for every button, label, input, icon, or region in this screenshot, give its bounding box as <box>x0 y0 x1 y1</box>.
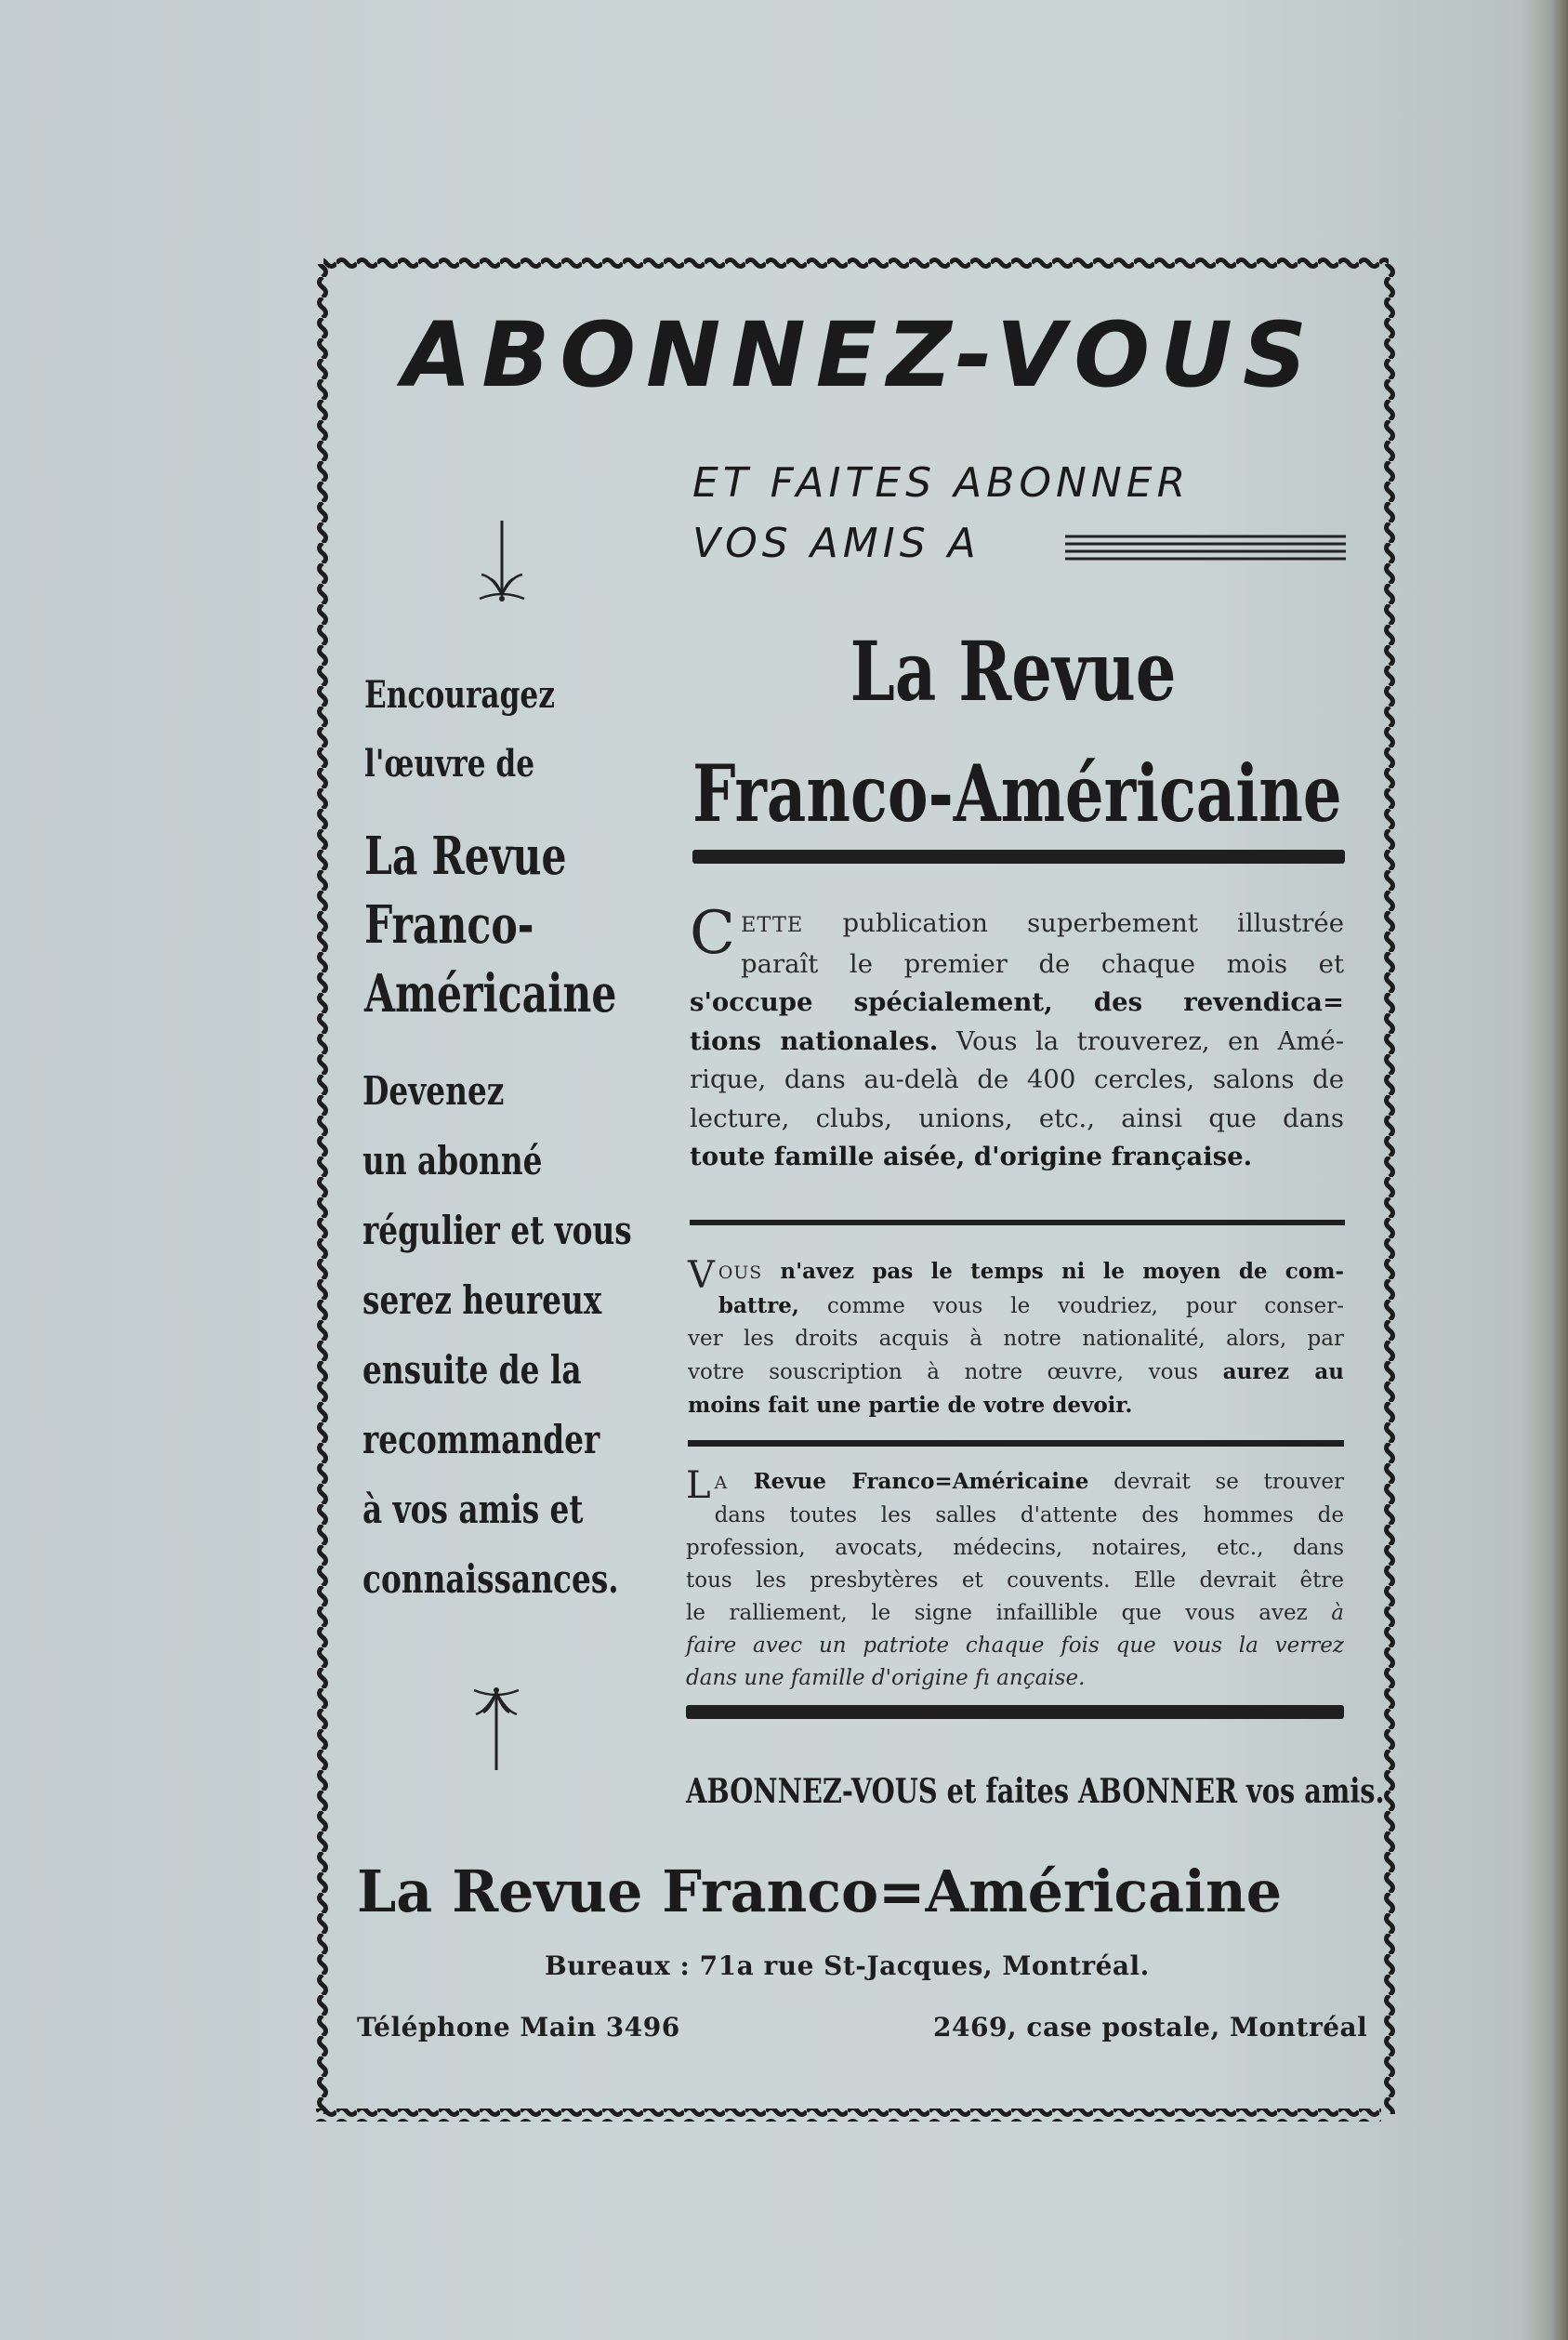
left-body-line: à vos amis et <box>362 1487 584 1532</box>
paragraph-1 <box>690 899 1344 1177</box>
left-title-line1: La Revue <box>364 826 567 887</box>
p3-text: dans une famille d'origine fı ançaise. <box>686 1666 1086 1690</box>
title-rule <box>692 850 1345 864</box>
p1-text: lecture, clubs, unions, etc., ainsi que dans <box>690 1103 1344 1133</box>
p3-text: Revue Franco=Américaine <box>728 1469 1089 1494</box>
p3-text: A <box>714 1473 729 1493</box>
p1-text: paraît le premier de chaque mois et <box>740 948 1344 979</box>
p3-text: faire avec un patriote chaque fois que vous la verrez <box>686 1633 1344 1658</box>
p1-text: tions nationales. <box>690 1025 939 1056</box>
p2-text: votre souscription à notre œuvre, vous <box>688 1360 1223 1384</box>
subhead-line1: ET FAITES ABONNER <box>692 459 1191 507</box>
paragraph-3 <box>686 1465 1344 1695</box>
dropcap-l: L <box>686 1464 711 1507</box>
main-title-line2: Franco-Américaine <box>692 747 1342 839</box>
footer-brand: La Revue Franco=Américaine <box>357 1857 1282 1925</box>
left-body-line: serez heureux <box>362 1277 602 1323</box>
upward-fleuron-icon <box>476 521 528 614</box>
p2-text: moins fait une partie de votre devoir. <box>688 1393 1133 1418</box>
p1-text: ETTE <box>740 913 804 937</box>
main-title-line1: La Revue <box>850 623 1177 720</box>
p3-text: dans toutes les salles d'attente des hommes de <box>714 1503 1344 1527</box>
section-rule <box>686 1705 1344 1719</box>
p2-text: comme vous le voudriez, pour conser- <box>798 1294 1344 1318</box>
left-title-line3: Américaine <box>364 963 617 1025</box>
p3-text: à <box>1331 1601 1344 1625</box>
headline: ABONNEZ-VOUS <box>402 303 1318 407</box>
section-rule <box>690 1220 1345 1225</box>
downward-fleuron-icon <box>470 1677 522 1770</box>
footer-address: Bureaux : 71a rue St-Jacques, Montréal. <box>545 1950 1150 1981</box>
p3-text: profession, avocats, médecins, notaires, etc., dans <box>686 1536 1344 1560</box>
p1-text: s'occupe spécialement, des revendica= <box>690 987 1344 1017</box>
p3-text: le ralliement, le signe infaillible que vous avez <box>686 1601 1332 1625</box>
paragraph-2 <box>688 1255 1344 1422</box>
p2-text: OUS <box>718 1263 763 1283</box>
p2-text: battre, <box>718 1293 799 1318</box>
left-title-line2: Franco- <box>364 894 534 956</box>
left-intro-line2: l'œuvre de <box>364 742 535 786</box>
section-rule <box>688 1440 1344 1447</box>
call-to-action: ABONNEZ-VOUS et faites ABONNER vos amis. <box>686 1772 1385 1811</box>
decorative-lines <box>1065 534 1346 562</box>
left-body-line: Devenez <box>362 1068 505 1114</box>
p2-text: n'avez pas le temps ni le moyen de com- <box>762 1259 1344 1284</box>
p2-text: aurez au <box>1222 1359 1344 1384</box>
dropcap-v: V <box>688 1254 715 1297</box>
p2-text: ver les droits acquis à notre nationalité, alors, par <box>688 1327 1344 1351</box>
p3-text: tous les presbytères et couvents. Elle devrait être <box>686 1568 1344 1593</box>
left-body-line: connaissances. <box>362 1556 619 1602</box>
left-body-line: un abonné <box>362 1138 543 1183</box>
left-body-line: régulier et vous <box>362 1208 632 1253</box>
p1-text: rique, dans au-delà de 400 cercles, salons de <box>690 1064 1344 1094</box>
p1-text: Vous la trouverez, en Amé- <box>938 1025 1344 1056</box>
p1-text: toute famille aisée, d'origine française. <box>690 1142 1253 1171</box>
left-intro-line1: Encouragez <box>364 673 555 717</box>
advertisement-frame <box>316 257 1396 2122</box>
page-edge <box>1551 0 1568 2340</box>
dropcap-c: C <box>690 899 735 968</box>
footer-postal: 2469, case postale, Montréal <box>933 2012 1368 2043</box>
p3-text: devrait se trouver <box>1088 1470 1345 1494</box>
left-body-line: recommander <box>362 1417 600 1462</box>
left-body-line: ensuite de la <box>362 1347 582 1393</box>
p1-text: publication superbement illustrée <box>803 908 1344 938</box>
footer-phone: Téléphone Main 3496 <box>357 2012 680 2043</box>
subhead-line2: VOS AMIS A <box>692 520 981 567</box>
